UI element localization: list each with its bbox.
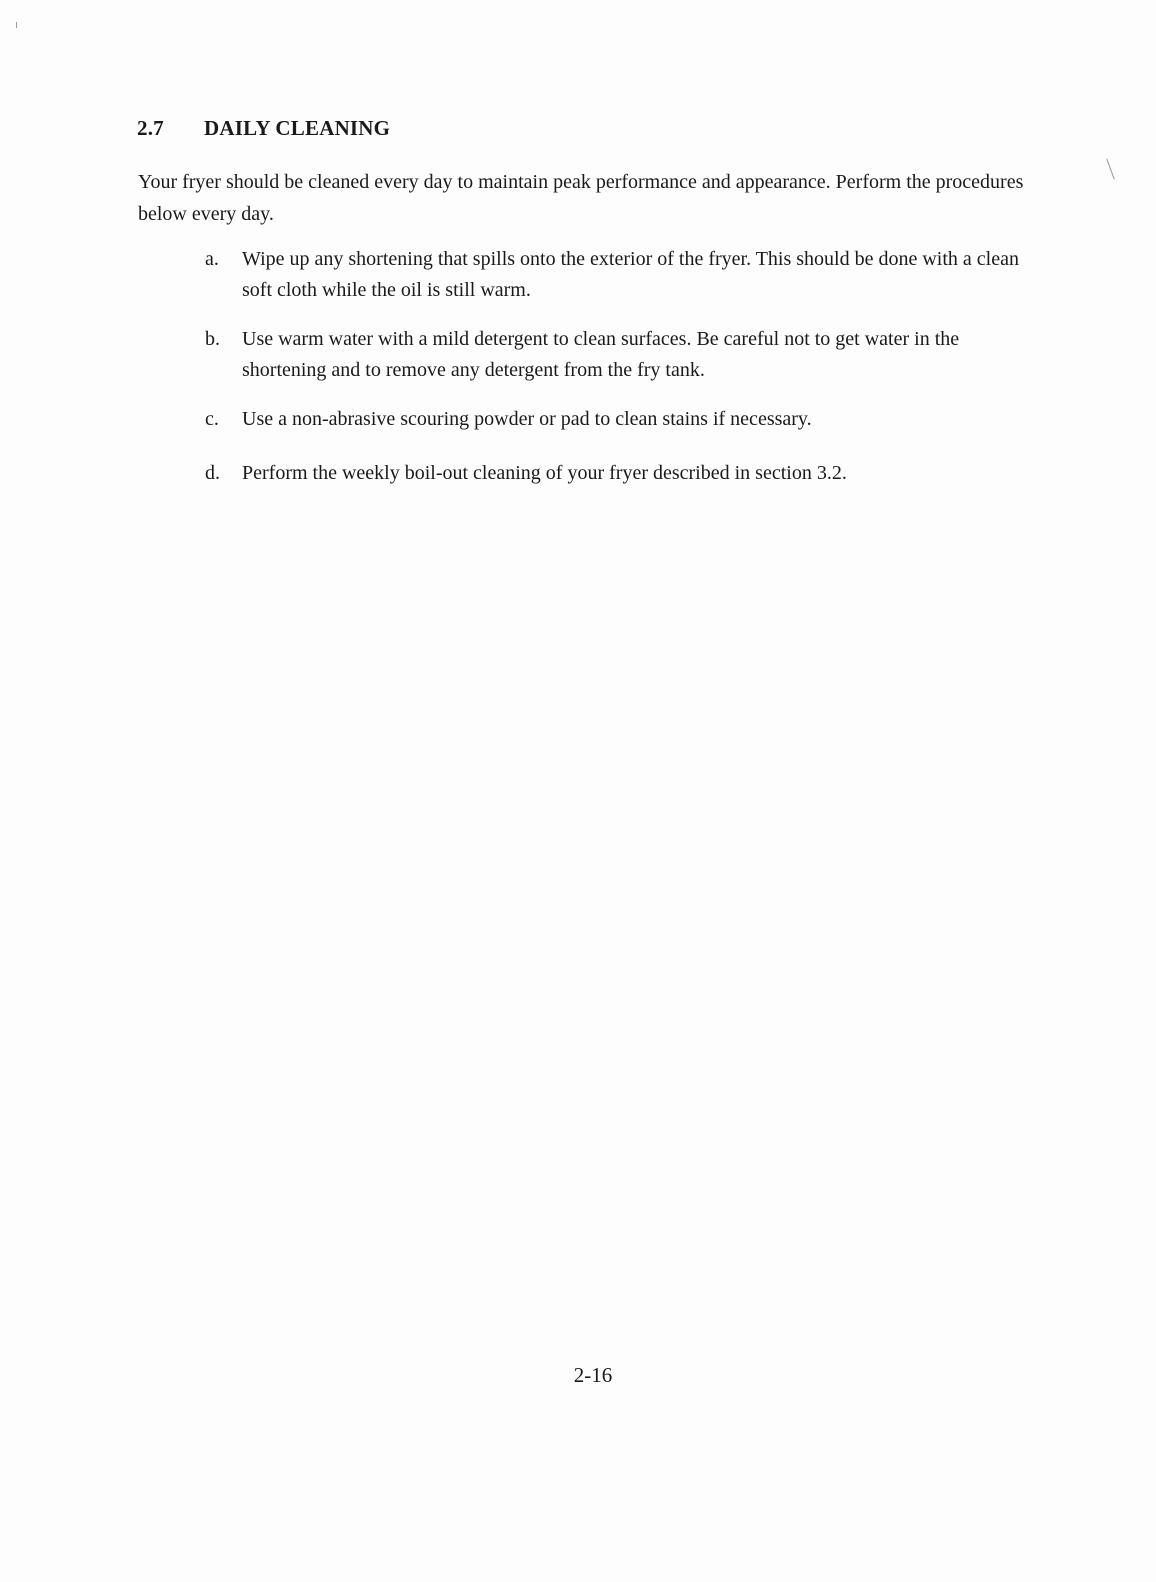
list-item (205, 244, 1035, 306)
list-item-letter: c. (205, 408, 219, 430)
intro-paragraph: Your fryer should be cleaned every day to maintain peak performance and appearance. Perform the procedures below every day. (138, 171, 1024, 225)
list-item-text: Use a non-abrasive scouring powder or pad to clean stains if necessary. (242, 408, 812, 430)
list-item-letter: b. (205, 328, 220, 350)
list-item-letter: a. (205, 248, 219, 270)
list-item (205, 324, 1035, 386)
list-item-letter: d. (205, 462, 220, 484)
page-number: 2-16 (573, 1363, 613, 1387)
list-item-text: Use warm water with a mild detergent to clean surfaces. Be careful not to get water in the shortening and to remove any detergent from the fry tank. (242, 328, 960, 381)
list-item-text: Perform the weekly boil-out cleaning of your fryer described in section 3.2. (242, 462, 847, 484)
cleaning-steps-list (205, 244, 1035, 512)
scan-mark (16, 22, 17, 28)
scan-mark (1106, 158, 1114, 179)
section-heading (137, 116, 390, 141)
section-title: DAILY CLEANING (204, 116, 391, 140)
list-item (205, 404, 1035, 435)
section-number: 2.7 (137, 116, 164, 140)
list-item (205, 458, 1035, 489)
list-item-text: Wipe up any shortening that spills onto the exterior of the fryer. This should be done with a clean soft cloth while the oil is still warm. (242, 248, 1019, 301)
